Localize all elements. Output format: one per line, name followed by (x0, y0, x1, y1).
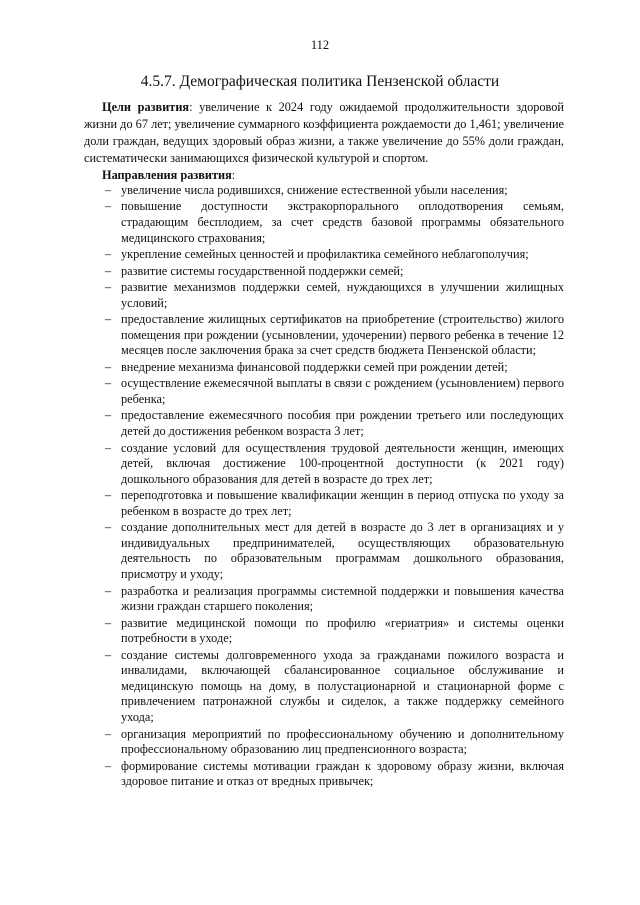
dash-bullet: – (105, 615, 112, 630)
section-title: 4.5.7. Демографическая политика Пензенской области (140, 73, 500, 90)
list-item-text: переподготовка и повышение квалификации женщин в период отпуска по уходу за ребенком в возрасте до трех лет; (121, 488, 564, 518)
list-item (84, 584, 564, 615)
dash-bullet: – (105, 312, 112, 327)
dash-bullet: – (105, 726, 112, 741)
list-item (84, 616, 564, 647)
list-item-text: укрепление семейных ценностей и профилактика семейного неблагополучия; (121, 247, 529, 262)
dash-bullet: – (105, 359, 112, 374)
list-item (84, 183, 564, 199)
list-item (84, 520, 564, 582)
list-item-text: создание дополнительных мест для детей в возрасте до 3 лет в организациях и у индивидуальных предпринимателей, осуществляющих образовательную деятельность по образовательным программам дошкольного образования, присмотру и уходу; (121, 520, 564, 582)
dash-bullet: – (105, 758, 112, 773)
list-item-text: осуществление ежемесячной выплаты в связи с рождением (усыновлением) первого ребенка; (121, 376, 564, 406)
list-item-text: создание системы долговременного ухода за гражданами пожилого возраста и инвалидами, включающей сбалансированное социальное обслуживание и медицинскую помощь на дому, в полустационарной и стационарной форме с привлечением патронажной службы и сиделок, а также поддержку семейного ухода; (121, 647, 564, 725)
directions-heading (102, 167, 235, 184)
list-item (84, 408, 564, 439)
list-item-text: развитие системы государственной поддержки семей; (121, 263, 404, 278)
directions-colon: : (231, 168, 236, 182)
list-item-text: формирование системы мотивации граждан к здоровому образу жизни, включая здоровое питание и отказ от вредных привычек; (121, 758, 564, 789)
directions-label: Направления развития (102, 168, 232, 182)
list-item (84, 280, 564, 311)
dash-bullet: – (105, 583, 112, 598)
list-item-text: развитие механизмов поддержки семей, нуждающихся в улучшении жилищных условий; (121, 280, 564, 310)
list-item (84, 648, 564, 726)
goals-label: Цели развития (102, 100, 190, 114)
list-item-text: повышение доступности экстракорпорального оплодотворения семьям, страдающим бесплодием, за счет средств базовой программы обязательного медицинского страхования; (121, 199, 564, 245)
dash-bullet: – (105, 280, 112, 295)
list-item-text: внедрение механизма финансовой поддержки семей при рождении детей; (121, 359, 508, 374)
dash-bullet: – (105, 440, 112, 455)
list-item-text: предоставление ежемесячного пособия при рождении третьего или последующих детей до достижения ребенком возраста 3 лет; (121, 408, 564, 439)
dash-bullet: – (105, 488, 112, 503)
list-item-text: предоставление жилищных сертификатов на приобретение (строительство) жилого помещения при рождении (усыновлении, удочерении) первого ребенка в течение 12 месяцев после заключения брака за счет средств бюджета Пензенской области; (121, 312, 564, 358)
page-number: 112 (310, 38, 330, 52)
dash-bullet: – (105, 647, 112, 662)
dash-bullet: – (105, 376, 112, 391)
list-item (84, 441, 564, 488)
list-item (84, 360, 564, 376)
dash-bullet: – (105, 520, 112, 535)
list-item-text: развитие медицинской помощи по профилю «гериатрия» и системы оценки потребности в уходе; (121, 615, 564, 646)
list-item (84, 488, 564, 519)
list-item (84, 247, 564, 263)
list-item (84, 727, 564, 758)
list-item-text: создание условий для осуществления трудовой деятельности женщин, имеющих детей, включая достижение 100-процентной доступности (к 2021 году) дошкольного образования для детей в возрасте до трех лет; (121, 440, 564, 486)
list-item (84, 376, 564, 407)
list-item (84, 199, 564, 246)
list-item-text: организация мероприятий по профессиональному обучению и дополнительному профессиональному образованию лиц предпенсионного возраста; (121, 726, 564, 757)
list-item (84, 759, 564, 790)
goals-text: : увеличение к 2024 году ожидаемой продолжительности здоровой жизни до 67 лет; увеличение суммарного коэффициента рождаемости до 1,461; увеличение доли граждан, ведущих здоровый образ жизни, а также увеличение до 55% доли граждан, систематически занимающихся физической культурой и спортом. (84, 100, 565, 165)
dash-bullet: – (105, 408, 112, 423)
dash-bullet: – (105, 199, 112, 214)
list-item-text: разработка и реализация программы системной поддержки и повышения качества жизни граждан старшего поколения; (121, 583, 564, 614)
directions-list (84, 183, 564, 791)
dash-bullet: – (105, 263, 112, 278)
dash-bullet: – (105, 183, 112, 197)
goals-paragraph (84, 99, 564, 167)
list-item (84, 264, 564, 280)
list-item-text: увеличение числа родившихся, снижение естественной убыли населения; (121, 183, 508, 197)
list-item (84, 312, 564, 359)
dash-bullet: – (105, 247, 112, 262)
